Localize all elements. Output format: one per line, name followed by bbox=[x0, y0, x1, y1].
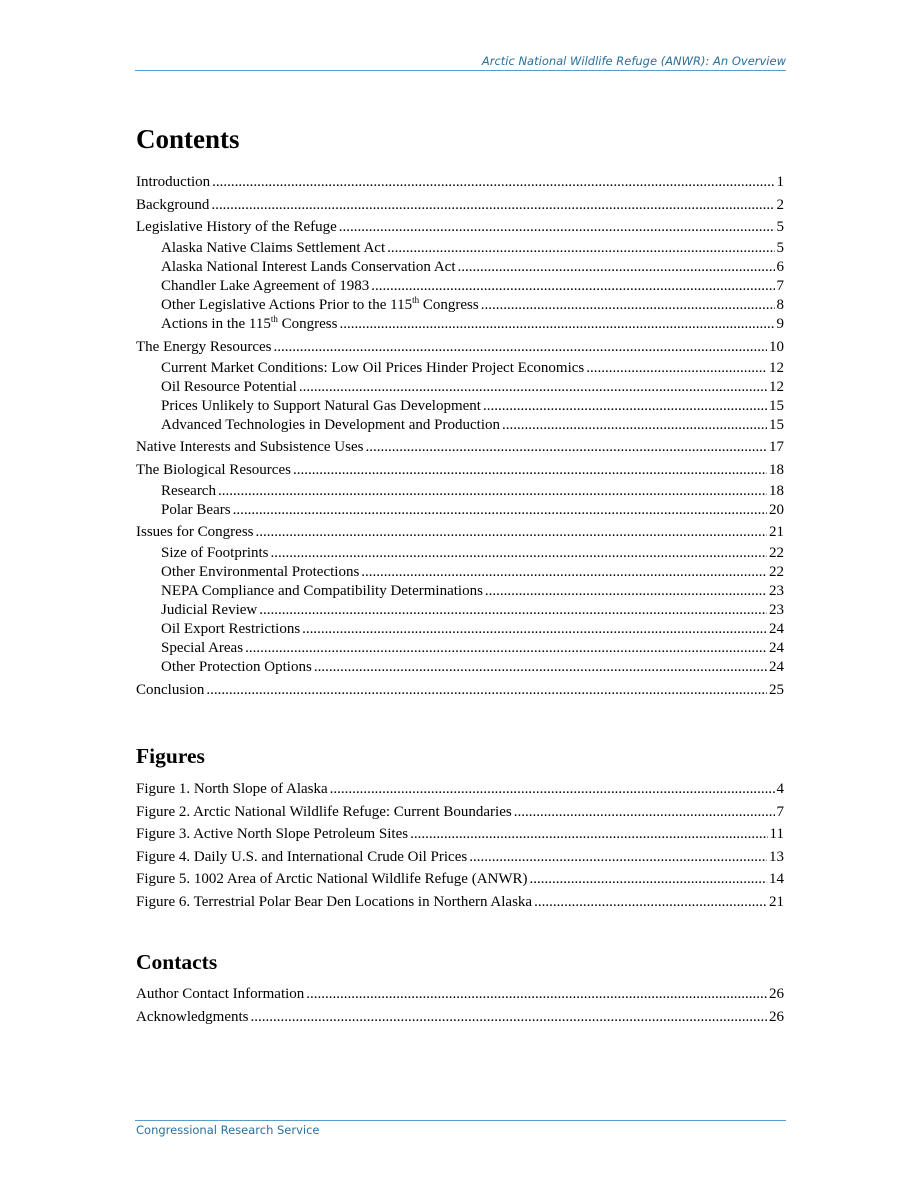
toc-entry[interactable] bbox=[136, 825, 784, 844]
toc-entry-label: Actions in the 115th Congress bbox=[161, 314, 338, 332]
toc-entry[interactable] bbox=[136, 438, 784, 457]
toc-entry[interactable] bbox=[136, 803, 784, 822]
toc-entry-label: NEPA Compliance and Compatibility Determinations bbox=[161, 583, 483, 599]
dot-leader bbox=[586, 359, 767, 378]
toc-entry-label: Native Interests and Subsistence Uses bbox=[136, 439, 364, 455]
dot-leader bbox=[271, 544, 768, 563]
dot-leader bbox=[245, 639, 767, 658]
dot-leader bbox=[250, 1008, 767, 1027]
toc-entry-label: Figure 1. North Slope of Alaska bbox=[136, 781, 328, 797]
toc-page-number: 26 bbox=[769, 986, 784, 1002]
dot-leader bbox=[502, 416, 767, 435]
contents-list bbox=[136, 173, 784, 700]
toc-page-number: 9 bbox=[776, 316, 784, 332]
toc-entry-label: Other Environmental Protections bbox=[161, 564, 360, 580]
toc-entry-label: Introduction bbox=[136, 174, 211, 190]
dot-leader bbox=[339, 218, 775, 237]
toc-entry[interactable] bbox=[136, 218, 784, 237]
toc-page-number: 15 bbox=[769, 416, 784, 433]
toc-entry-label: Alaska Native Claims Settlement Act bbox=[161, 240, 386, 256]
toc-entry-label: Polar Bears bbox=[161, 501, 231, 518]
toc-page-number: 18 bbox=[769, 482, 784, 499]
toc-entry[interactable] bbox=[136, 196, 784, 215]
toc-entry-label: Figure 2. Arctic National Wildlife Refuge: Current Boundaries bbox=[136, 803, 512, 820]
toc-entry-label: Other Legislative Actions Prior to the 115th Congress bbox=[161, 295, 479, 313]
toc-page-number: 20 bbox=[769, 501, 784, 518]
dot-leader bbox=[514, 803, 775, 822]
toc-entry[interactable] bbox=[136, 870, 784, 889]
toc-page-number: 23 bbox=[769, 602, 784, 618]
dot-leader bbox=[469, 848, 767, 867]
toc-entry[interactable] bbox=[136, 681, 784, 700]
toc-entry-label: Figure 6. Terrestrial Polar Bear Den Locations in Northern Alaska bbox=[136, 893, 533, 910]
toc-page-number: 17 bbox=[769, 439, 784, 455]
toc-page-number: 5 bbox=[776, 240, 784, 256]
dot-leader bbox=[233, 501, 767, 520]
toc-page-number: 12 bbox=[769, 378, 784, 395]
toc-page-number: 12 bbox=[769, 359, 784, 376]
toc-entry[interactable] bbox=[136, 173, 784, 192]
dot-leader bbox=[293, 461, 767, 480]
toc-page-number: 5 bbox=[776, 219, 784, 235]
toc-page-number: 21 bbox=[769, 524, 784, 540]
contents-heading: Contents bbox=[136, 124, 240, 154]
dot-leader bbox=[361, 563, 767, 582]
toc-subentry[interactable] bbox=[136, 397, 784, 416]
toc-entry-label: Prices Unlikely to Support Natural Gas Development bbox=[161, 397, 481, 414]
footer-publisher: Congressional Research Service bbox=[136, 1123, 320, 1137]
dot-leader bbox=[534, 893, 767, 912]
dot-leader bbox=[485, 582, 767, 601]
dot-leader bbox=[330, 780, 775, 799]
dot-leader bbox=[481, 296, 775, 315]
toc-entry-label: Acknowledgments bbox=[136, 1008, 249, 1025]
dot-leader bbox=[458, 258, 775, 277]
toc-page-number: 24 bbox=[769, 621, 784, 637]
toc-entry[interactable] bbox=[136, 780, 784, 799]
contacts-heading: Contacts bbox=[136, 950, 218, 974]
toc-subentry[interactable] bbox=[136, 378, 784, 397]
toc-entry-label: Author Contact Information bbox=[136, 986, 305, 1002]
dot-leader bbox=[212, 173, 774, 192]
dot-leader bbox=[483, 397, 767, 416]
running-header-title: Arctic National Wildlife Refuge (ANWR): An Overview bbox=[481, 54, 786, 68]
toc-entry[interactable] bbox=[136, 985, 784, 1004]
toc-page-number: 6 bbox=[776, 259, 784, 275]
toc-subentry[interactable] bbox=[136, 482, 784, 501]
dot-leader bbox=[256, 523, 768, 542]
toc-subentry[interactable] bbox=[136, 582, 784, 601]
toc-entry-label: Figure 5. 1002 Area of Arctic National Wildlife Refuge (ANWR) bbox=[136, 871, 528, 887]
toc-entry-label: Chandler Lake Agreement of 1983 bbox=[161, 278, 370, 294]
figures-heading: Figures bbox=[136, 744, 205, 768]
toc-entry-label: Oil Resource Potential bbox=[161, 378, 297, 395]
toc-entry-label: Figure 3. Active North Slope Petroleum Sites bbox=[136, 826, 409, 842]
toc-entry-label: Size of Footprints bbox=[161, 545, 269, 561]
dot-leader bbox=[274, 338, 767, 357]
toc-entry-label: Alaska National Interest Lands Conservation Act bbox=[161, 259, 456, 275]
toc-page-number: 7 bbox=[776, 278, 784, 294]
toc-entry[interactable] bbox=[136, 893, 784, 912]
toc-page-number: 7 bbox=[776, 803, 784, 820]
toc-entry-label: Legislative History of the Refuge bbox=[136, 219, 337, 235]
toc-entry-label: Current Market Conditions: Low Oil Prices Hinder Project Economics bbox=[161, 359, 585, 376]
dot-leader bbox=[206, 681, 767, 700]
toc-entry-label: The Biological Resources bbox=[136, 461, 291, 478]
toc-subentry[interactable] bbox=[136, 277, 784, 296]
toc-page-number: 4 bbox=[776, 781, 784, 797]
toc-subentry[interactable] bbox=[136, 658, 784, 677]
toc-entry-label: Advanced Technologies in Development and Production bbox=[161, 416, 501, 433]
toc-subentry[interactable] bbox=[136, 315, 784, 334]
toc-entry-label: Issues for Congress bbox=[136, 524, 254, 540]
toc-entry-label: Background bbox=[136, 196, 210, 213]
toc-subentry[interactable] bbox=[136, 601, 784, 620]
toc-page-number: 8 bbox=[776, 297, 784, 313]
toc-page-number: 22 bbox=[769, 564, 784, 580]
toc-subentry[interactable] bbox=[136, 620, 784, 639]
toc-subentry[interactable] bbox=[136, 639, 784, 658]
toc-page-number: 22 bbox=[769, 545, 784, 561]
dot-leader bbox=[365, 438, 767, 457]
dot-leader bbox=[410, 825, 767, 844]
dot-leader bbox=[387, 239, 774, 258]
toc-entry-label: Research bbox=[161, 482, 216, 499]
dot-leader bbox=[218, 482, 767, 501]
toc-page-number: 24 bbox=[769, 659, 784, 675]
contacts-list bbox=[136, 985, 784, 1027]
toc-entry[interactable] bbox=[136, 338, 784, 357]
toc-subentry[interactable] bbox=[136, 501, 784, 520]
dot-leader bbox=[259, 601, 767, 620]
toc-subentry[interactable] bbox=[136, 296, 784, 315]
toc-page-number: 21 bbox=[769, 893, 784, 910]
toc-page-number: 14 bbox=[769, 871, 784, 887]
dot-leader bbox=[530, 870, 767, 889]
toc-entry-label: Other Protection Options bbox=[161, 659, 312, 675]
dot-leader bbox=[371, 277, 774, 296]
toc-page-number: 25 bbox=[769, 681, 784, 698]
dot-leader bbox=[302, 620, 767, 639]
toc-entry-label: Conclusion bbox=[136, 681, 205, 698]
toc-subentry[interactable] bbox=[136, 359, 784, 378]
toc-subentry[interactable] bbox=[136, 544, 784, 563]
header-divider bbox=[135, 70, 786, 71]
toc-page-number: 10 bbox=[769, 338, 784, 355]
toc-entry[interactable] bbox=[136, 1008, 784, 1027]
toc-page-number: 2 bbox=[776, 196, 784, 213]
toc-page-number: 18 bbox=[769, 461, 784, 478]
toc-page-number: 13 bbox=[769, 848, 784, 865]
footer-divider bbox=[135, 1120, 786, 1121]
toc-entry-label: Figure 4. Daily U.S. and International Crude Oil Prices bbox=[136, 848, 468, 865]
toc-entry[interactable] bbox=[136, 523, 784, 542]
toc-page-number: 24 bbox=[769, 640, 784, 656]
toc-subentry[interactable] bbox=[136, 416, 784, 435]
toc-entry[interactable] bbox=[136, 848, 784, 867]
dot-leader bbox=[314, 658, 767, 677]
toc-entry-label: The Energy Resources bbox=[136, 338, 272, 355]
toc-entry[interactable] bbox=[136, 461, 784, 480]
dot-leader bbox=[306, 985, 767, 1004]
toc-entry-label: Special Areas bbox=[161, 640, 244, 656]
toc-entry-label: Oil Export Restrictions bbox=[161, 621, 301, 637]
toc-subentry[interactable] bbox=[136, 258, 784, 277]
dot-leader bbox=[211, 196, 774, 215]
toc-subentry[interactable] bbox=[136, 563, 784, 582]
toc-page-number: 26 bbox=[769, 1008, 784, 1025]
toc-entry-label: Judicial Review bbox=[161, 602, 258, 618]
toc-page-number: 11 bbox=[769, 826, 784, 842]
toc-page-number: 23 bbox=[769, 583, 784, 599]
toc-page-number: 15 bbox=[769, 397, 784, 414]
dot-leader bbox=[339, 315, 774, 334]
dot-leader bbox=[299, 378, 767, 397]
figures-list bbox=[136, 780, 784, 912]
toc-subentry[interactable] bbox=[136, 239, 784, 258]
toc-page-number: 1 bbox=[776, 174, 784, 190]
